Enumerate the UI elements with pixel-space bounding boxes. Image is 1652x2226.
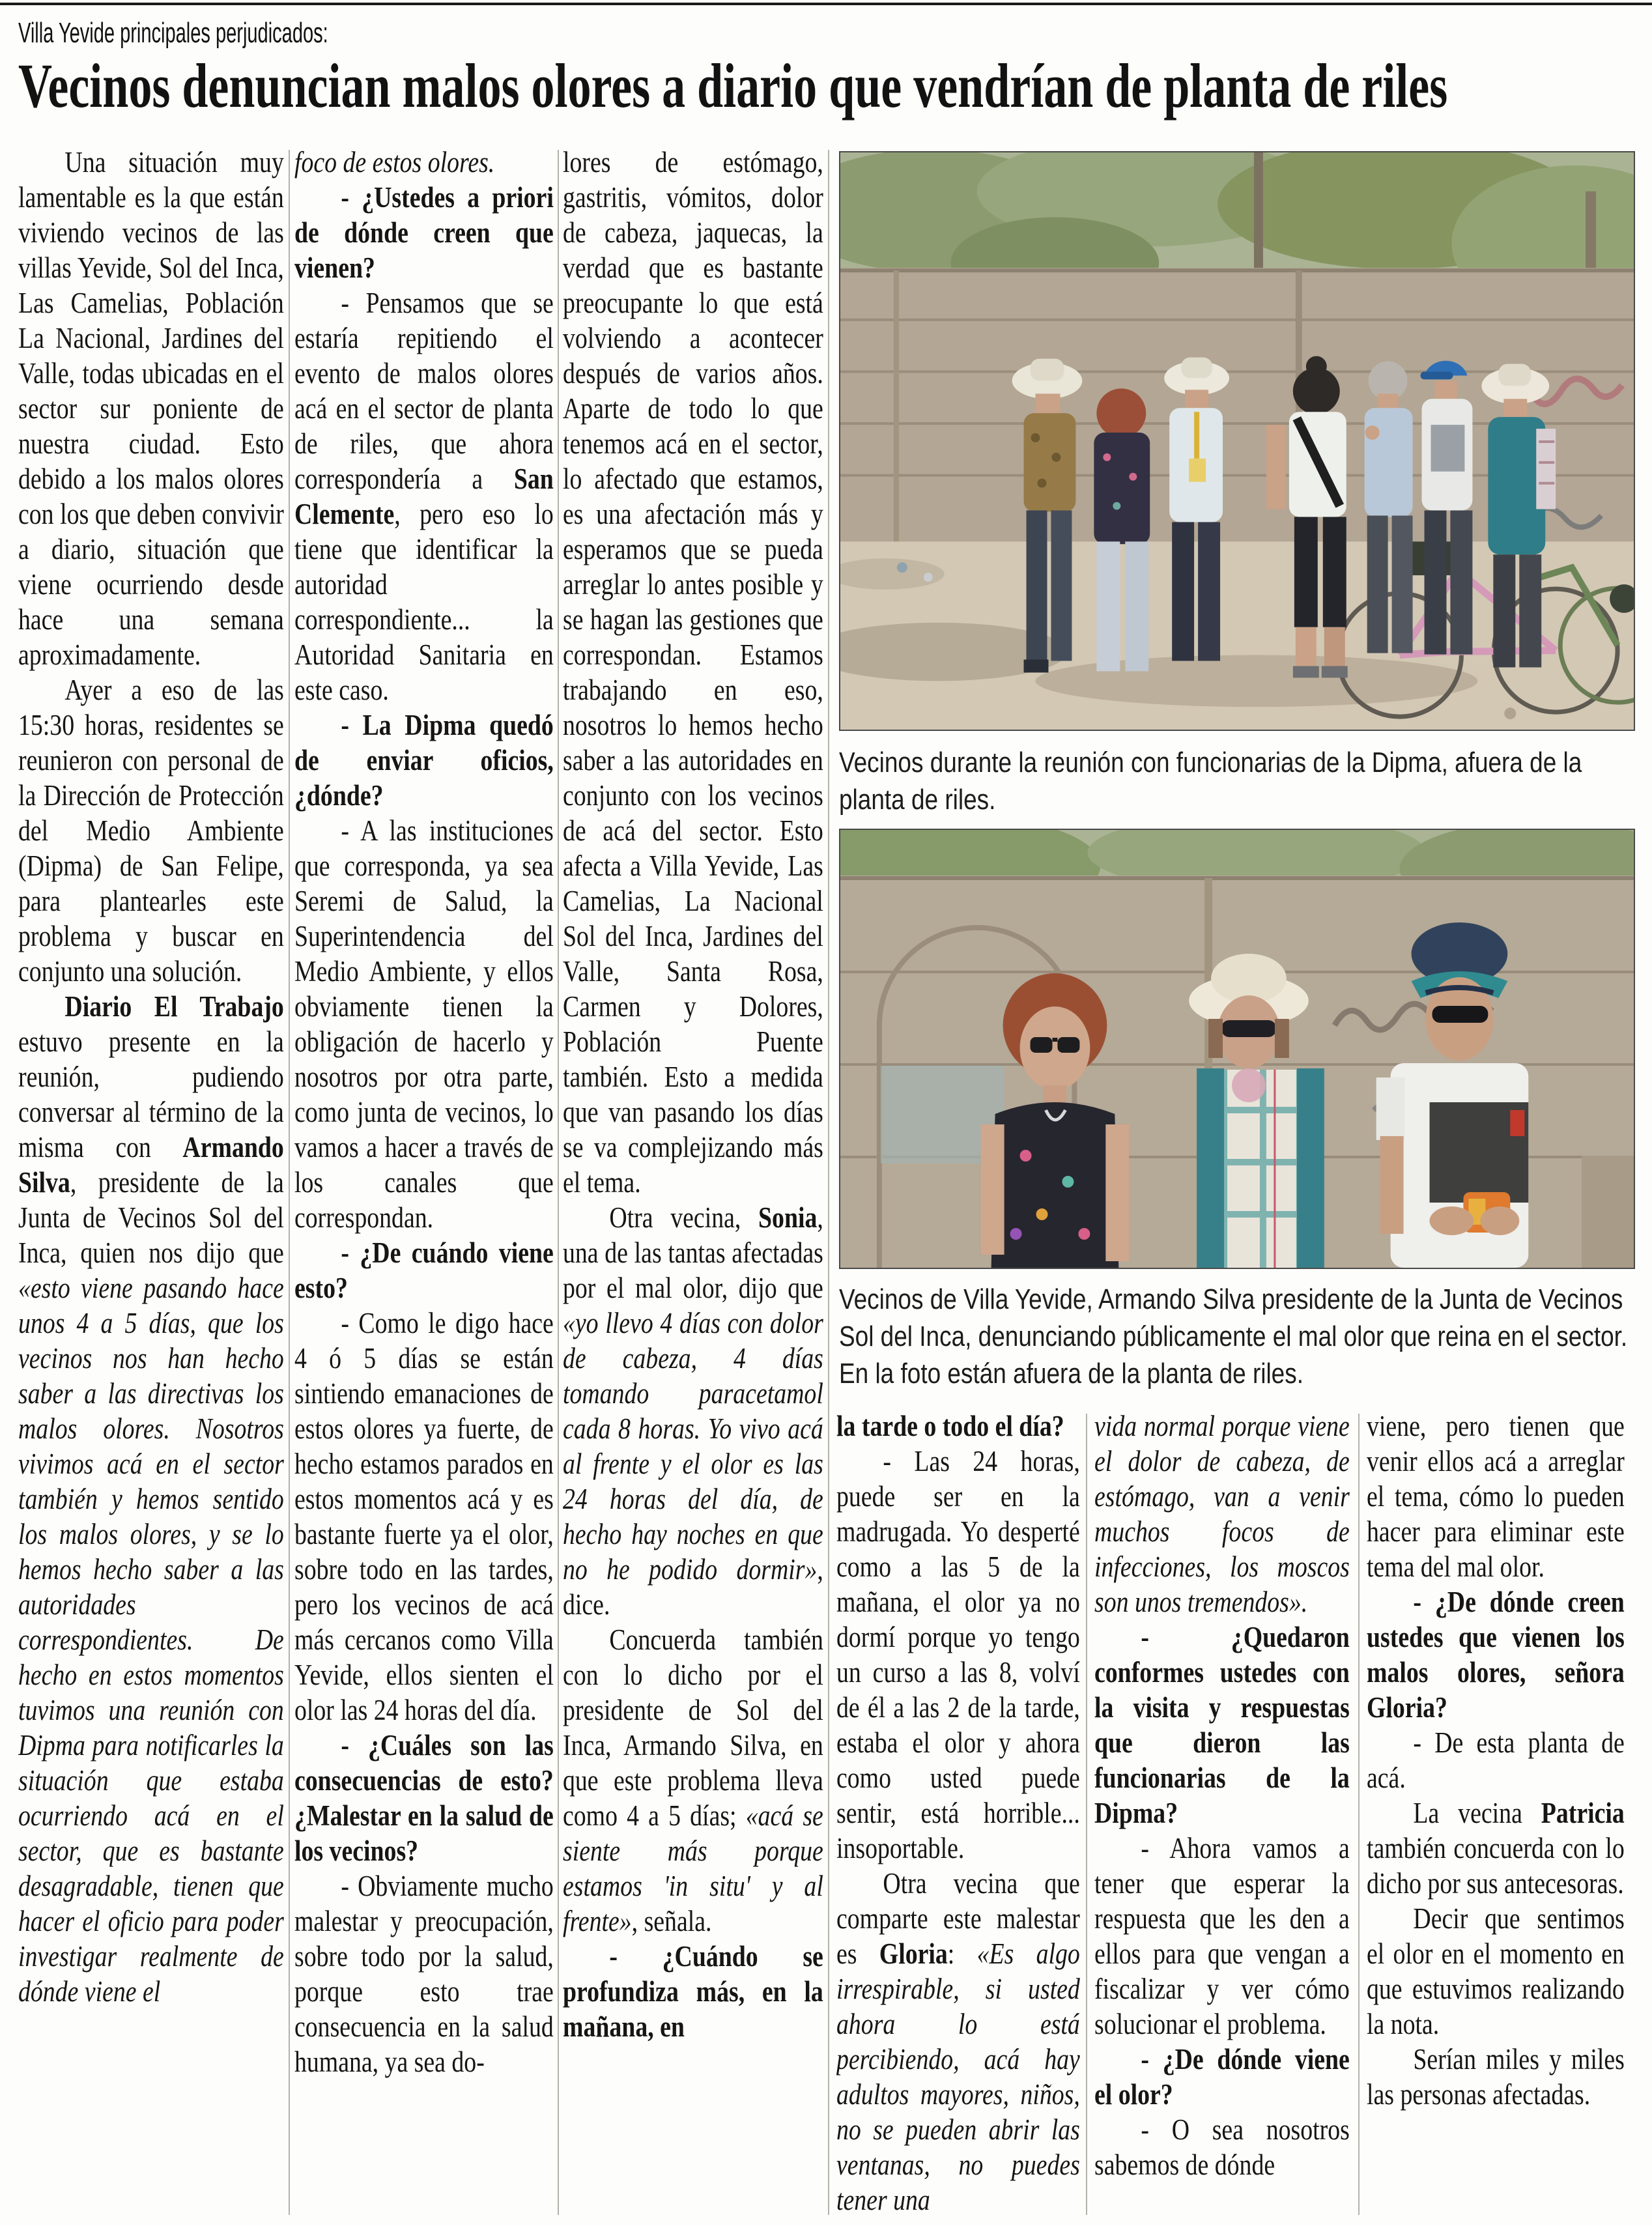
top-rule [0,3,1652,5]
photo-meeting-illustration [840,152,1634,730]
column-rule [558,150,559,2215]
paragraph [294,813,554,1235]
text-run: - ¿Ustedes a priori de dónde creen que vienen? [294,181,554,284]
paragraph [294,1868,554,2079]
headline-text: Vecinos denuncian malos olores a diario que vendrían de planta de riles [18,51,1448,121]
article-column-3 [563,145,823,2221]
text-run: , señala. [631,1905,712,1937]
text-run: Armando Silva [18,1131,284,1199]
text-run: , dice. [563,1553,823,1621]
article-column-6 [1367,1408,1625,2221]
column-rule [1358,1414,1360,2215]
paragraph [294,1306,554,1728]
text-run: , pero eso lo tiene que identificar la autoridad correspondiente... la Autoridad Sanitaria en este caso. [294,498,554,706]
text-run: Serían miles y miles las personas afectadas. [1367,2043,1625,2111]
text-run: Otra vecina, [609,1201,759,1234]
paragraph [563,1939,823,2044]
text-run: - Obviamente mucho malestar y preocupación, sobre todo por la salud, porque esto trae consecuencia en la salud humana, ya sea do- [294,1870,554,2078]
text-run: - De esta planta de acá. [1367,1726,1625,1794]
paragraph [563,1622,823,1939]
photo-caption-2 [839,1281,1640,1401]
text-run: «yo llevo 4 días con dolor de cabeza, 4 días tomando paracetamol cada 8 horas. Yo vivo acá al frente y el olor es las 24 horas del día, de hecho hay noches en que no he podido dormir» [563,1307,823,1586]
paragraph [294,1235,554,1306]
text-run: - Pensamos que se estaría repitiendo el evento de malos olores acá en el sector de planta de riles, que ahora correspondería a [294,287,554,495]
paragraph [1094,1408,1350,1620]
text-run: - ¿De cuándo viene esto? [294,1236,554,1304]
text-run: San Clemente [294,463,554,530]
paragraph [563,145,823,1200]
text-run: la tarde o todo el día? [836,1410,1064,1442]
text-run: Concuerda también con lo dicho por el presidente de Sol del Inca, Armando Silva, en que este problema lleva como 4 a 5 días; [563,1623,823,1832]
paragraph [1367,1725,1625,1795]
photo-residents [839,829,1635,1269]
text-run: , presidente de la Junta de Vecinos Sol del Inca, quien nos dijo que [18,1166,284,1269]
text-run: - A las instituciones que corresponda, ya sea Seremi de Salud, la Superintendencia del Medio Ambiente, y ellos obviamente tienen la obligación de hacerlo y nosotros por otra parte, como junta de vecinos, lo vamos a hacer a través de los canales que correspondan. [294,814,554,1234]
paragraph [18,145,284,672]
paragraph [1367,1584,1625,1725]
paragraph [1367,1795,1625,1901]
text-run: - ¿De dónde viene el olor? [1094,2043,1350,2111]
text-run: también concuerda con lo dicho por sus antecesoras. [1367,1832,1625,1900]
paragraph [294,1728,554,1868]
photo-meeting [839,151,1635,731]
text-run: - Como le digo hace 4 ó 5 días se están sintiendo emanaciones de estos olores ya fuerte, de hecho estamos parados en estos momentos acá y es bastante fuerte ya el olor, sobre todo en las tardes, pero los vecinos de acá más cercanos como Villa Yevide, ellos sienten el olor las 24 horas del día. [294,1307,554,1726]
text-run: vida normal porque viene el dolor de cabeza, de estómago, van a venir muchos focos de infecciones, los moscos son unos tremendos». [1094,1410,1350,1618]
paragraph [1367,2042,1625,2112]
text-run: La vecina [1413,1797,1541,1829]
text-run: - La Dipma quedó de enviar oficios, ¿dónde? [294,709,554,812]
text-run: - ¿Cuándo se profundiza más, en la mañana, en [563,1940,823,2043]
text-run: Otra vecina que comparte este malestar es [836,1867,1080,1970]
paragraph [18,989,284,2009]
text-run: foco de estos olores. [294,146,495,178]
photo-residents-illustration [840,830,1634,1268]
text-run: - ¿De dónde creen ustedes que vienen los malos olores, señora Gloria? [1367,1586,1625,1724]
text-run: Sonia [758,1201,818,1234]
text-run: viene, pero tienen que venir ellos acá a arreglar el tema, cómo lo pueden hacer para eliminar este tema del mal olor. [1367,1410,1625,1583]
column-rule [289,150,290,2215]
paragraph [1367,1901,1625,2042]
paragraph [563,1200,823,1622]
paragraph [836,1408,1080,1444]
text-run: Patricia [1541,1797,1625,1829]
text-run: estuvo presente en la reunión, pudiendo conversar al término de la misma con [18,1025,284,1163]
column-text [1367,1408,1625,2112]
text-run: «esto viene pasando hace unos 4 a 5 días, que los vecinos nos han hecho saber a las directivas los malos olores. Nosotros vivimos acá en el sector también y hemos sentido los malos olores, y se lo hemos hecho saber a las autoridades correspondientes. De hecho en estos momentos tuvimos una reunión con Dipma para notificarles la situación que estaba ocurriendo acá en el sector, que es bastante desagradable, tienen que hacer el oficio para poder investigar realmente de dónde viene el [18,1272,284,2008]
column-text [294,145,554,2079]
article-column-5 [1094,1408,1350,2221]
paragraph [294,145,554,180]
text-run: : [947,1937,977,1970]
text-run: Diario El Trabajo [64,990,284,1023]
kicker-text: Villa Yevide principales perjudicados: [18,17,328,49]
article-column-2 [294,145,554,2221]
text-run: lores de estómago, gastritis, vómitos, dolor de cabeza, jaquecas, la verdad que es bastante preocupante lo que está volviendo a acontecer después de varios años. Aparte de todo lo que tenemos acá en el sector, lo afectado que estamos, es una afectación más y esperamos que se pueda arreglar lo antes posible y se hagan las gestiones que correspondan. Estamos trabajando en eso, nosotros lo hemos hecho saber a las autoridades en conjunto con los vecinos de acá del sector. Esto afecta a Villa Yevide, Las Camelias, La Nacional Sol del Inca, Jardines del Valle, Santa Rosa, Carmen y Dolores, Población Puente también. Esto a medida que van pasando los días se va complejizando más el tema. [563,146,823,1199]
column-text [836,1408,1080,2218]
caption-text: Vecinos durante la reunión con funcionarias de la Dipma, afuera de la planta de riles. [839,747,1582,816]
headline [18,51,1652,121]
text-run: Una situación muy lamentable es la que están viviendo vecinos de las villas Yevide, Sol del Inca, Las Camelias, Población La Nacional, Jardines del Valle, todas ubicadas en el sector sur poniente de nuestra ciudad. Esto debido a los malos olores con los que deben convivir a diario, situación que viene ocurriendo desde hace una semana aproximadamente. [18,146,284,671]
column-text [18,145,284,2009]
person-woman-plaid-hat [1189,954,1324,1268]
text-run: - O sea nosotros sabemos de dónde [1094,2113,1350,2181]
paragraph [1094,1620,1350,1831]
paragraph [1094,2042,1350,2112]
text-run: - ¿Cuáles son las consecuencias de esto? ¿Malestar en la salud de los vecinos? [294,1729,554,1867]
article-column-1 [18,145,284,2221]
paragraph [1094,2112,1350,2182]
text-run: - Las 24 horas, puede ser en la madrugada. Yo desperté como a las 5 de la mañana, el olor ya no dormí porque yo tengo un curso a las 8, volví de él a las 2 de la tarde, estaba el olor y ahora como usted puede sentir, está horrible... insoportable. [836,1445,1080,1864]
text-run: , una de las tantas afectadas por el mal olor, dijo que [563,1201,823,1304]
column-text [1094,1408,1350,2182]
text-run: Ayer a eso de las 15:30 horas, residentes se reunieron con personal de la Dirección de Protección del Medio Ambiente (Dipma) de San Felipe, para plantearles este problema y buscar en conjunto una solución. [18,674,284,988]
text-run: Decir que sentimos el olor en el momento en que estuvimos realizando la nota. [1367,1902,1625,2040]
paragraph [1094,1831,1350,2042]
text-run: - Ahora vamos a tener que esperar la respuesta que les den a ellos para que vengan a fiscalizar y ver cómo solucionar el problema. [1094,1832,1350,2040]
photo-caption-1 [839,744,1640,826]
paragraph [294,707,554,813]
paragraph [1367,1408,1625,1584]
paragraph [294,285,554,707]
paragraph [836,1866,1080,2218]
paragraph [294,180,554,285]
paragraph [836,1444,1080,1866]
text-run: «Es algo irrespirable, si usted ahora lo está percibiendo, acá hay adultos mayores, niños, no se pueden abrir las ventanas, no puedes tener una [836,1937,1080,2216]
column-text [563,145,823,2044]
caption-text: Vecinos de Villa Yevide, Armando Silva presidente de la Junta de Vecinos Sol del Inca, denunciando públicamente el mal olor que reina en el sector. En la foto están afuera de la planta de riles. [839,1283,1628,1390]
paragraph [18,672,284,989]
column-rule [828,150,829,2215]
article-column-4 [836,1408,1080,2221]
text-run: - ¿Quedaron conformes ustedes con la visita y respuestas que dieron las funcionarias de la Dipma? [1094,1621,1350,1829]
text-run: Gloria [879,1937,948,1970]
column-rule [1086,1414,1087,2215]
kicker [18,17,488,50]
text-run: «acá se siente más porque estamos 'in situ' y al frente» [563,1799,823,1937]
